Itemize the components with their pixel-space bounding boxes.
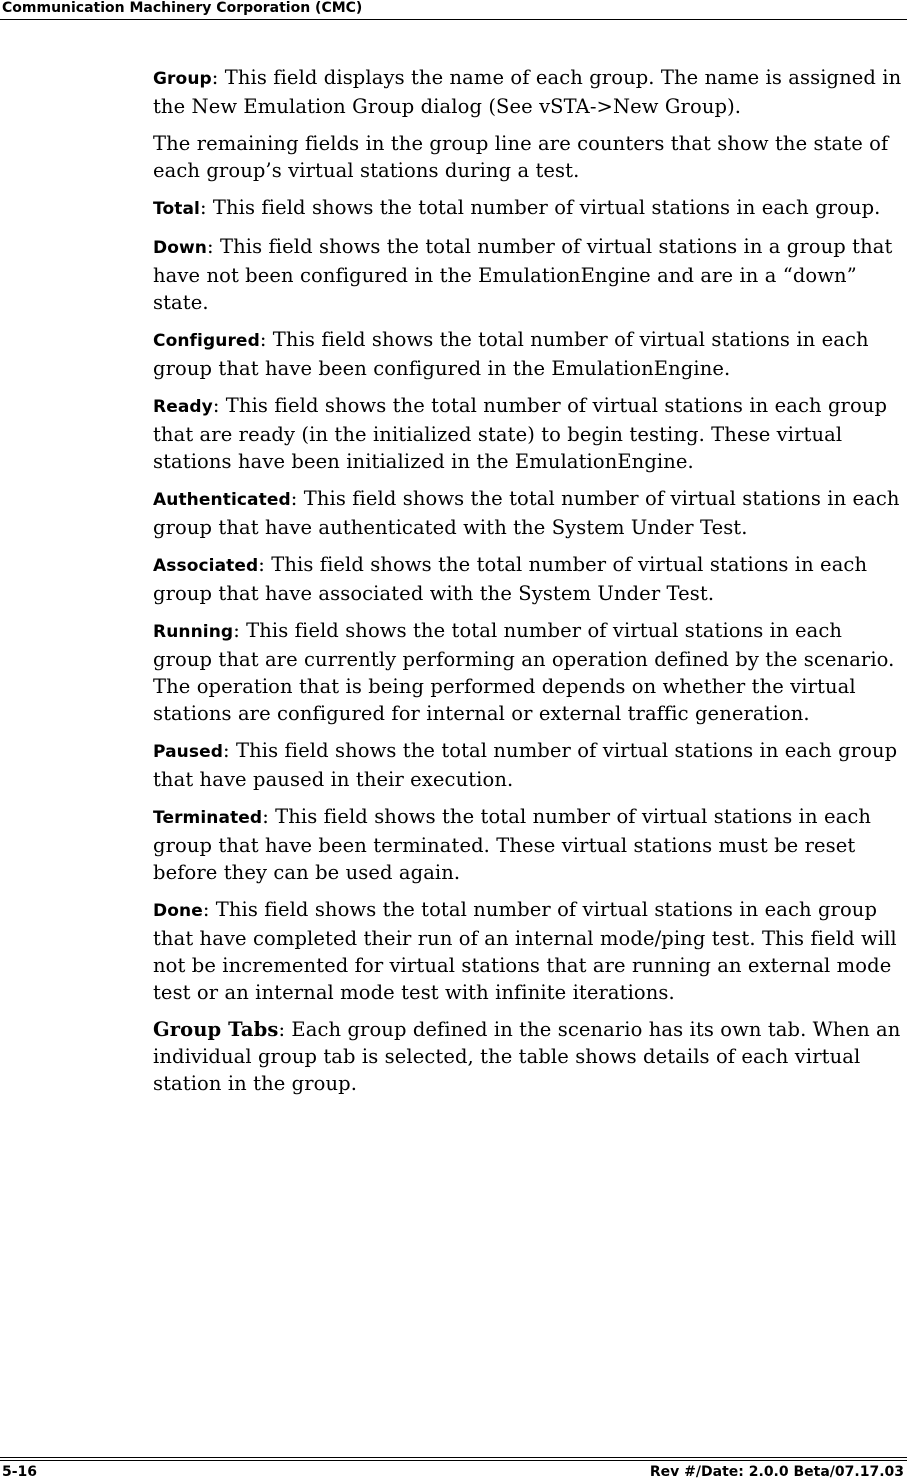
paragraph-ready — [153, 392, 905, 475]
page-footer — [2, 1463, 904, 1481]
desc-done: : This field shows the total number of virtual stations in each group that have completed their run of an internal mode/ping test. This field will not be incremented for virtual stations that are running an external mode test or an internal mode test with infinite iterations. — [153, 898, 897, 1004]
paragraph-group-tabs — [153, 1016, 905, 1097]
paragraph-done — [153, 896, 905, 1006]
paragraph-authenticated — [153, 485, 905, 541]
term-authenticated: Authenticated — [153, 490, 291, 510]
desc-ready: : This field shows the total number of virtual stations in each group that are ready (in the initialized state) to begin testing. These virtual stations have been initialized in the EmulationEngine. — [153, 394, 888, 473]
document-body — [153, 64, 905, 1107]
footer-rule-top — [0, 1457, 907, 1458]
paragraph-configured — [153, 326, 905, 382]
footer-rule-bottom — [0, 1460, 907, 1461]
page-number: 5-16 — [2, 1464, 38, 1480]
desc-authenticated: : This field shows the total number of virtual stations in each group that have authenticated with the System Under Test. — [153, 487, 900, 539]
desc-down: : This field shows the total number of virtual stations in a group that have not been configured in the EmulationEngine and are in a “down” state. — [153, 235, 893, 314]
paragraph-group — [153, 64, 905, 120]
desc-configured: : This field shows the total number of virtual stations in each group that have been configured in the EmulationEngine. — [153, 328, 869, 380]
desc-total: : This field shows the total number of virtual stations in each group. — [199, 196, 881, 219]
term-done: Done — [153, 901, 203, 921]
term-total: Total — [153, 199, 200, 219]
desc-running: : This field shows the total number of virtual stations in each group that are currently performing an operation defined by the scenario. The operation that is being performed depends on whether the virtual stations are configured for internal or external traffic generation. — [153, 619, 895, 725]
desc-remaining-fields: The remaining fields in the group line are counters that show the state of each group’s virtual stations during a test. — [153, 132, 889, 182]
revision-info: Rev #/Date: 2.0.0 Beta/07.17.03 — [649, 1464, 904, 1480]
paragraph-running — [153, 617, 905, 727]
paragraph-remaining-fields — [153, 130, 905, 184]
paragraph-total — [153, 194, 905, 223]
term-associated: Associated — [153, 556, 259, 576]
term-group-tabs: Group Tabs — [153, 1018, 279, 1041]
desc-associated: : This field shows the total number of virtual stations in each group that have associated with the System Under Test. — [153, 553, 868, 605]
term-configured: Configured — [153, 331, 260, 351]
paragraph-down — [153, 233, 905, 316]
page-header — [0, 0, 907, 20]
paragraph-paused — [153, 737, 905, 793]
term-down: Down — [153, 238, 207, 258]
term-running: Running — [153, 622, 234, 642]
paragraph-associated — [153, 551, 905, 607]
term-ready: Ready — [153, 397, 213, 417]
desc-paused: : This field shows the total number of virtual stations in each group that have paused in their execution. — [153, 739, 898, 791]
header-title: Communication Machinery Corporation (CMC) — [2, 0, 363, 16]
desc-group-tabs: : Each group defined in the scenario has its own tab. When an individual group tab is selected, the table shows details of each virtual station in the group. — [153, 1018, 901, 1095]
term-terminated: Terminated — [153, 808, 263, 828]
desc-terminated: : This field shows the total number of virtual stations in each group that have been terminated. These virtual stations must be reset before they can be used again. — [153, 805, 872, 884]
desc-group: : This field displays the name of each group. The name is assigned in the New Emulation Group dialog (See vSTA->New Group). — [153, 66, 902, 118]
term-paused: Paused — [153, 742, 223, 762]
term-group: Group — [153, 69, 212, 89]
paragraph-terminated — [153, 803, 905, 886]
